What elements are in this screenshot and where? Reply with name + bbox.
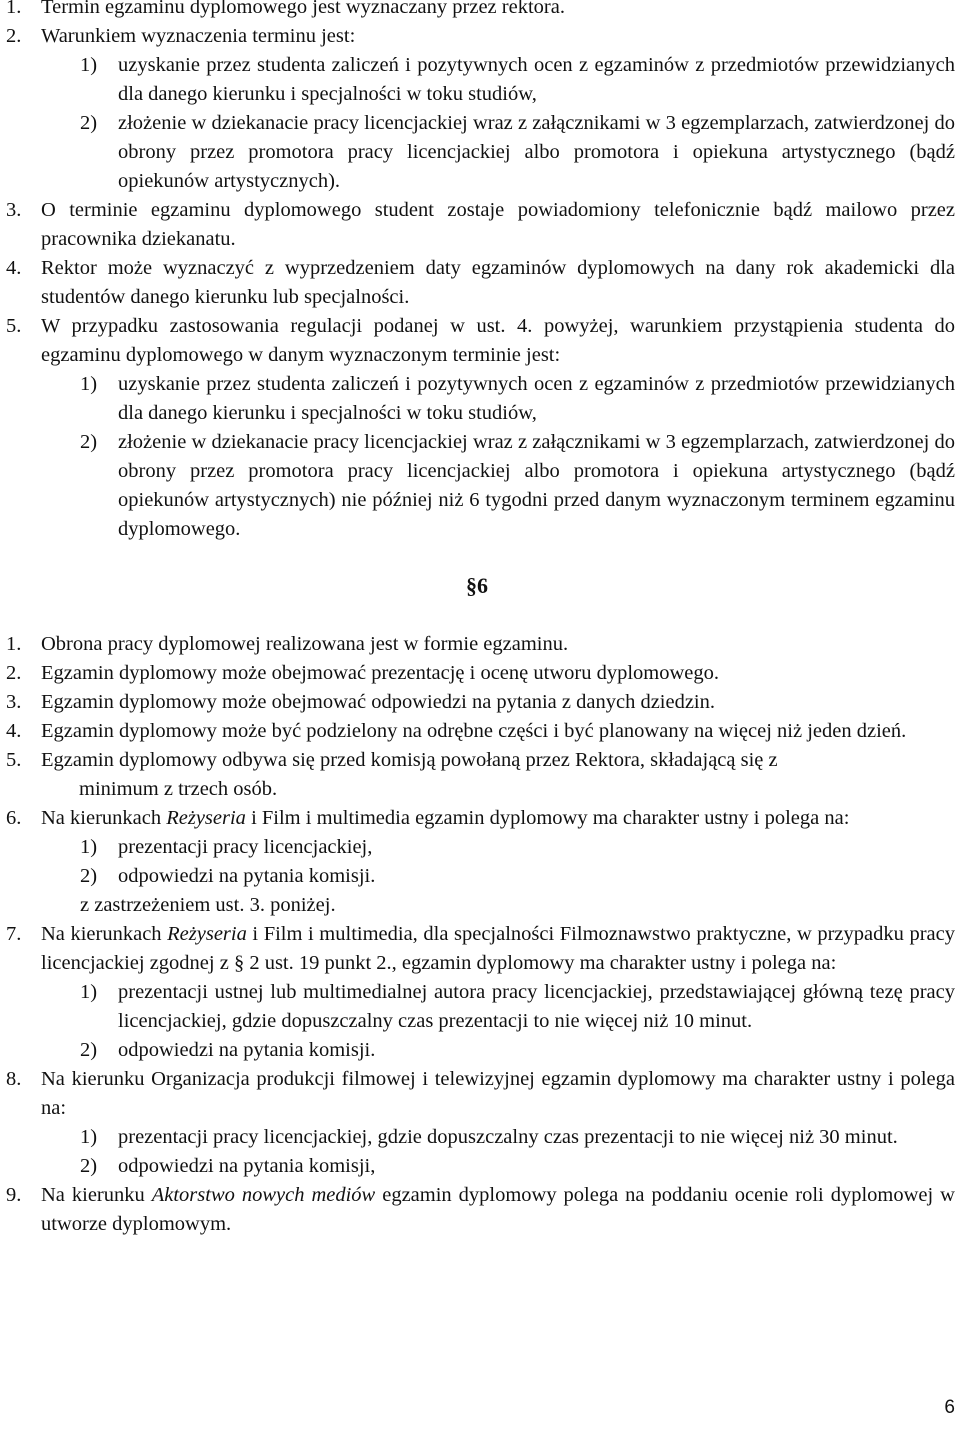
list-item: 1. Termin egzaminu dyplomowego jest wyznaczany przez rektora. — [0, 0, 955, 22]
sub-item-text: złożenie w dziekanacie pracy licencjackiej wraz z załącznikami w 3 egzemplarzach, zatwierdzonej do obrony przez promotora pracy licencjackiej albo promotora i opiekuna artystycznego (bądź opiekunów artystycznych) nie później niż 6 tygodni przed danym wyznaczonym terminem egzaminu dyplomowego. — [118, 431, 955, 540]
item-text: Egzamin dyplomowy może obejmować prezentację i ocenę utworu dyplomowego. — [41, 662, 719, 684]
sub-item: 1) prezentacji pracy licencjackiej, gdzie dopuszczalny czas prezentacji to nie więcej niż 30 minut. — [80, 1126, 898, 1148]
sub-item: 2) złożenie w dziekanacie pracy licencjackiej wraz z załącznikami w 3 egzemplarzach, zatwierdzonej do obrony przez promotora pracy licencjackiej albo promotora i opiekuna artystycznego (bądź opiekunów artystycznych). — [80, 112, 955, 192]
item-note: z zastrzeżeniem ust. 3. poniżej. — [80, 894, 336, 916]
program-name: Reżyseria — [167, 923, 247, 945]
program-name: Reżyseria — [166, 807, 246, 829]
list-item: 3. O terminie egzaminu dyplomowego student zostaje powiadomiony telefonicznie bądź mailowo przez pracownika dziekanatu. — [6, 199, 955, 250]
sub-item-text: odpowiedzi na pytania komisji, — [118, 1155, 376, 1177]
sub-item-text: prezentacji pracy licencjackiej, — [118, 836, 373, 858]
sub-item: 2) odpowiedzi na pytania komisji. — [80, 1039, 376, 1061]
item-text: O terminie egzaminu dyplomowego student zostaje powiadomiony telefonicznie bądź mailowo przez pracownika dziekanatu. — [41, 199, 955, 250]
program-name: Aktorstwo nowych mediów — [151, 1184, 376, 1206]
sub-item-text: uzyskanie przez studenta zaliczeń i pozytywnych ocen z egzaminów z przedmiotów przewidzianych dla danego kierunku i specjalności w toku studiów, — [118, 54, 955, 105]
list-item: 2. Egzamin dyplomowy może obejmować prezentację i ocenę utworu dyplomowego. — [6, 662, 719, 684]
sub-item: 1) prezentacji ustnej lub multimedialnej autora pracy licencjackiej, przedstawiającej główną tezę pracy licencjackiej, gdzie dopuszczalny czas prezentacji to nie więcej niż 10 minut. — [80, 981, 955, 1032]
sub-item-text: prezentacji pracy licencjackiej, gdzie dopuszczalny czas prezentacji to nie więcej niż 30 minut. — [118, 1126, 898, 1148]
sub-item: 2) złożenie w dziekanacie pracy licencjackiej wraz z załącznikami w 3 egzemplarzach, zatwierdzonej do obrony przez promotora pracy licencjackiej albo promotora i opiekuna artystycznego (bądź opiekunów artystycznych) nie później niż 6 tygodni przed danym wyznaczonym terminem egzaminu dyplomowego. — [80, 431, 955, 540]
list-item: 5. Egzamin dyplomowy odbywa się przed komisją powołaną przez Rektora, składającą się z — [6, 749, 778, 771]
item-continuation: minimum z trzech osób. — [79, 778, 278, 800]
item-text: Egzamin dyplomowy odbywa się przed komisją powołaną przez Rektora, składającą się z — [41, 749, 778, 771]
list-item: 4. Egzamin dyplomowy może być podzielony na odrębne części i być planowany na więcej niż jeden dzień. — [6, 720, 907, 742]
list-item: 5. W przypadku zastosowania regulacji podanej w ust. 4. powyżej, warunkiem przystąpienia studenta do egzaminu dyplomowego w danym wyznaczonym terminie jest: — [6, 315, 955, 366]
sub-item-text: odpowiedzi na pytania komisji. — [118, 865, 376, 887]
section-heading — [0, 544, 960, 630]
sub-item: 2) odpowiedzi na pytania komisji, — [80, 1155, 376, 1177]
item-text: Na kierunku Organizacja produkcji filmowej i telewizyjnej egzamin dyplomowy ma charakter ustny i polega na: — [41, 1068, 955, 1119]
list-item: 4. Rektor może wyznaczyć z wyprzedzeniem daty egzaminów dyplomowych na dany rok akademicki dla studentów danego kierunku lub specjalności. — [6, 257, 955, 308]
sub-item-text: uzyskanie przez studenta zaliczeń i pozytywnych ocen z egzaminów z przedmiotów przewidzianych dla danego kierunku i specjalności w toku studiów, — [118, 373, 955, 424]
sub-item-text: złożenie w dziekanacie pracy licencjackiej wraz z załącznikami w 3 egzemplarzach, zatwierdzonej do obrony przez promotora pracy licencjackiej albo promotora i opiekuna artystycznego (bądź opiekunów artystycznych). — [118, 112, 955, 192]
item-text: Rektor może wyznaczyć z wyprzedzeniem daty egzaminów dyplomowych na dany rok akademicki dla studentów danego kierunku lub specjalności. — [41, 257, 955, 308]
item-text: Termin egzaminu dyplomowego jest wyznaczany przez rektora. — [41, 0, 565, 18]
page-number: 6 — [944, 1397, 955, 1418]
item-text: Egzamin dyplomowy może obejmować odpowiedzi na pytania z danych dziedzin. — [41, 691, 716, 713]
sub-item: 1) prezentacji pracy licencjackiej, — [80, 836, 373, 858]
list-item: 6. Na kierunkach Reżyseria i Film i multimedia egzamin dyplomowy ma charakter ustny i polega na: — [6, 807, 850, 829]
list-item: 8. Na kierunku Organizacja produkcji filmowej i telewizyjnej egzamin dyplomowy ma charakter ustny i polega na: — [6, 1068, 955, 1119]
sub-item-text: odpowiedzi na pytania komisji. — [118, 1039, 376, 1061]
sub-item: 1) uzyskanie przez studenta zaliczeń i pozytywnych ocen z egzaminów z przedmiotów przewidzianych dla danego kierunku i specjalności w toku studiów, — [80, 54, 955, 105]
list-item: 3. Egzamin dyplomowy może obejmować odpowiedzi na pytania z danych dziedzin. — [6, 691, 716, 713]
list-item: 7. Na kierunkach Reżyseria i Film i multimedia, dla specjalności Filmoznawstwo praktyczne, w przypadku pracy licencjackiej zgodnej z § 2 ust. 19 punkt 2., egzamin dyplomowy ma charakter ustny i polega na: — [6, 923, 955, 974]
list-item: 9. Na kierunku Aktorstwo nowych mediów egzamin dyplomowy polega na poddaniu ocenie roli dyplomowej w utworze dyplomowym. — [6, 1184, 955, 1235]
item-text: Obrona pracy dyplomowej realizowana jest w formie egzaminu. — [41, 633, 569, 655]
sub-item: 1) uzyskanie przez studenta zaliczeń i pozytywnych ocen z egzaminów z przedmiotów przewidzianych dla danego kierunku i specjalności w toku studiów, — [80, 373, 955, 424]
item-text: W przypadku zastosowania regulacji podanej w ust. 4. powyżej, warunkiem przystąpienia studenta do egzaminu dyplomowego w danym wyznaczonym terminie jest: — [41, 315, 955, 366]
sub-item-text: prezentacji ustnej lub multimedialnej autora pracy licencjackiej, przedstawiającej główną tezę pracy licencjackiej, gdzie dopuszczalny czas prezentacji to nie więcej niż 10 minut. — [118, 981, 955, 1032]
section-number: §6 — [466, 573, 488, 598]
list-item: 1. Obrona pracy dyplomowej realizowana jest w formie egzaminu. — [6, 633, 569, 655]
item-text: Warunkiem wyznaczenia terminu jest: — [41, 25, 356, 47]
list-item: 2. Warunkiem wyznaczenia terminu jest: — [6, 25, 356, 47]
sub-item: 2) odpowiedzi na pytania komisji. — [80, 865, 376, 887]
item-text: Egzamin dyplomowy może być podzielony na odrębne części i być planowany na więcej niż jeden dzień. — [41, 720, 907, 742]
